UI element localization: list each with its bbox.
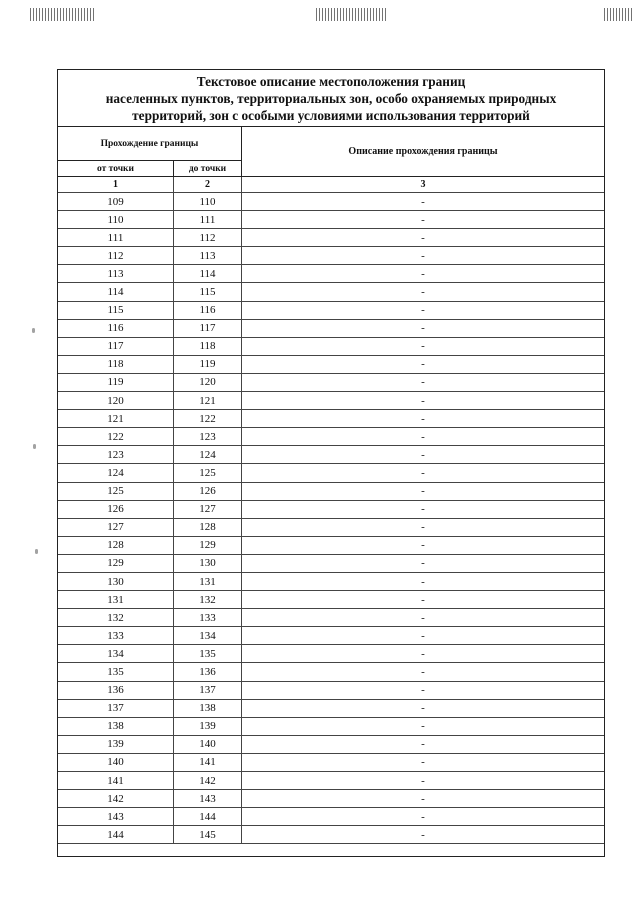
to-point-cell: 135 — [174, 645, 242, 662]
description-cell: - — [421, 774, 425, 787]
from-point-cell: 134 — [58, 645, 174, 662]
description-cell: - — [421, 448, 425, 461]
header-passage-group — [58, 127, 242, 176]
table-row — [58, 682, 604, 700]
description-cell: - — [421, 412, 425, 425]
scan-speck — [35, 549, 38, 554]
scan-speck — [33, 444, 36, 449]
from-point-cell: 124 — [58, 464, 174, 481]
table-row — [58, 374, 604, 392]
title-line: территорий, зон с особыми условиями использования территорий — [132, 108, 530, 123]
to-point-cell: 145 — [174, 826, 242, 843]
from-point-cell: 113 — [58, 265, 174, 282]
table-footer-space — [58, 844, 604, 856]
header-description: Описание прохождения границы — [348, 146, 498, 157]
description-cell: - — [421, 647, 425, 660]
table-row — [58, 627, 604, 645]
to-point-cell: 130 — [174, 555, 242, 572]
table-header — [58, 127, 604, 177]
from-point-cell: 119 — [58, 374, 174, 391]
description-cell: - — [421, 249, 425, 262]
to-point-cell: 112 — [174, 229, 242, 246]
description-cell: - — [421, 358, 425, 371]
description-cell: - — [421, 322, 425, 335]
header-passage: Прохождение границы — [58, 127, 241, 161]
scan-marks — [0, 8, 640, 22]
description-cell: - — [421, 485, 425, 498]
table-row — [58, 826, 604, 844]
table-row — [58, 356, 604, 374]
table-row — [58, 410, 604, 428]
table-row — [58, 591, 604, 609]
table-row — [58, 501, 604, 519]
description-cell: - — [421, 430, 425, 443]
description-cell: - — [421, 792, 425, 805]
description-cell: - — [421, 539, 425, 552]
table-row — [58, 229, 604, 247]
table-row — [58, 519, 604, 537]
description-cell: - — [421, 267, 425, 280]
title-line: населенных пунктов, территориальных зон, особо охраняемых природных — [105, 91, 557, 106]
description-cell: - — [421, 575, 425, 588]
from-point-cell: 132 — [58, 609, 174, 626]
to-point-cell: 124 — [174, 446, 242, 463]
header-from-point: от точки — [58, 161, 174, 176]
table-row — [58, 609, 604, 627]
to-point-cell: 144 — [174, 808, 242, 825]
from-point-cell: 126 — [58, 501, 174, 518]
description-cell: - — [421, 304, 425, 317]
description-cell: - — [421, 521, 425, 534]
from-point-cell: 116 — [58, 320, 174, 337]
table-row — [58, 645, 604, 663]
to-point-cell: 136 — [174, 663, 242, 680]
to-point-cell: 114 — [174, 265, 242, 282]
table-row — [58, 483, 604, 501]
description-cell: - — [421, 629, 425, 642]
to-point-cell: 123 — [174, 428, 242, 445]
table-row — [58, 428, 604, 446]
description-cell: - — [421, 611, 425, 624]
table-row — [58, 555, 604, 573]
table-row — [58, 320, 604, 338]
description-cell: - — [421, 466, 425, 479]
table-row — [58, 663, 604, 681]
from-point-cell: 131 — [58, 591, 174, 608]
description-cell: - — [421, 810, 425, 823]
column-number-row — [58, 177, 604, 193]
from-point-cell: 115 — [58, 302, 174, 319]
to-point-cell: 115 — [174, 283, 242, 300]
from-point-cell: 125 — [58, 483, 174, 500]
to-point-cell: 137 — [174, 682, 242, 699]
to-point-cell: 118 — [174, 338, 242, 355]
table-row — [58, 573, 604, 591]
table-row — [58, 700, 604, 718]
to-point-cell: 110 — [174, 193, 242, 210]
table-row — [58, 772, 604, 790]
description-cell: - — [421, 828, 425, 841]
to-point-cell: 116 — [174, 302, 242, 319]
table-row — [58, 302, 604, 320]
description-cell: - — [421, 684, 425, 697]
to-point-cell: 113 — [174, 247, 242, 264]
description-cell: - — [421, 593, 425, 606]
description-cell: - — [421, 213, 425, 226]
from-point-cell: 139 — [58, 736, 174, 753]
from-point-cell: 133 — [58, 627, 174, 644]
from-point-cell: 143 — [58, 808, 174, 825]
description-cell: - — [421, 702, 425, 715]
table-row — [58, 193, 604, 211]
description-cell: - — [421, 340, 425, 353]
description-cell: - — [421, 376, 425, 389]
scan-mark-left — [30, 8, 96, 21]
from-point-cell: 112 — [58, 247, 174, 264]
document-title — [58, 70, 604, 127]
table-row — [58, 211, 604, 229]
from-point-cell: 120 — [58, 392, 174, 409]
table-row — [58, 265, 604, 283]
to-point-cell: 127 — [174, 501, 242, 518]
from-point-cell: 142 — [58, 790, 174, 807]
description-cell: - — [421, 665, 425, 678]
to-point-cell: 121 — [174, 392, 242, 409]
to-point-cell: 125 — [174, 464, 242, 481]
to-point-cell: 129 — [174, 537, 242, 554]
from-point-cell: 129 — [58, 555, 174, 572]
from-point-cell: 109 — [58, 193, 174, 210]
from-point-cell: 140 — [58, 754, 174, 771]
from-point-cell: 123 — [58, 446, 174, 463]
to-point-cell: 126 — [174, 483, 242, 500]
to-point-cell: 134 — [174, 627, 242, 644]
scan-mark-center — [316, 8, 386, 21]
description-cell: - — [421, 720, 425, 733]
from-point-cell: 110 — [58, 211, 174, 228]
from-point-cell: 144 — [58, 826, 174, 843]
from-point-cell: 138 — [58, 718, 174, 735]
scan-speck — [32, 328, 35, 333]
from-point-cell: 130 — [58, 573, 174, 590]
table-row — [58, 392, 604, 410]
from-point-cell: 121 — [58, 410, 174, 427]
description-cell: - — [421, 503, 425, 516]
table-row — [58, 790, 604, 808]
column-number: 2 — [174, 177, 242, 192]
from-point-cell: 118 — [58, 356, 174, 373]
table-body — [58, 193, 604, 844]
description-cell: - — [421, 286, 425, 299]
to-point-cell: 132 — [174, 591, 242, 608]
to-point-cell: 122 — [174, 410, 242, 427]
from-point-cell: 135 — [58, 663, 174, 680]
table-row — [58, 754, 604, 772]
to-point-cell: 138 — [174, 700, 242, 717]
from-point-cell: 122 — [58, 428, 174, 445]
to-point-cell: 111 — [174, 211, 242, 228]
table-row — [58, 464, 604, 482]
header-points — [58, 161, 241, 176]
to-point-cell: 133 — [174, 609, 242, 626]
table-row — [58, 718, 604, 736]
table-row — [58, 537, 604, 555]
description-cell: - — [421, 557, 425, 570]
from-point-cell: 141 — [58, 772, 174, 789]
from-point-cell: 128 — [58, 537, 174, 554]
from-point-cell: 136 — [58, 682, 174, 699]
boundary-table — [57, 69, 605, 857]
table-row — [58, 736, 604, 754]
table-row — [58, 808, 604, 826]
title-line: Текстовое описание местоположения границ — [196, 74, 466, 89]
to-point-cell: 139 — [174, 718, 242, 735]
to-point-cell: 120 — [174, 374, 242, 391]
column-number: 1 — [58, 177, 174, 192]
to-point-cell: 128 — [174, 519, 242, 536]
from-point-cell: 111 — [58, 229, 174, 246]
description-cell: - — [421, 394, 425, 407]
to-point-cell: 119 — [174, 356, 242, 373]
table-row — [58, 247, 604, 265]
header-to-point: до точки — [188, 163, 227, 174]
description-cell: - — [421, 756, 425, 769]
from-point-cell: 137 — [58, 700, 174, 717]
to-point-cell: 140 — [174, 736, 242, 753]
description-cell: - — [421, 738, 425, 751]
description-cell: - — [421, 231, 425, 244]
from-point-cell: 117 — [58, 338, 174, 355]
from-point-cell: 127 — [58, 519, 174, 536]
to-point-cell: 143 — [174, 790, 242, 807]
column-number: 3 — [420, 179, 426, 190]
to-point-cell: 117 — [174, 320, 242, 337]
to-point-cell: 142 — [174, 772, 242, 789]
description-cell: - — [421, 195, 425, 208]
table-row — [58, 446, 604, 464]
from-point-cell: 114 — [58, 283, 174, 300]
to-point-cell: 141 — [174, 754, 242, 771]
table-row — [58, 283, 604, 301]
scan-mark-right — [604, 8, 634, 21]
table-row — [58, 338, 604, 356]
to-point-cell: 131 — [174, 573, 242, 590]
